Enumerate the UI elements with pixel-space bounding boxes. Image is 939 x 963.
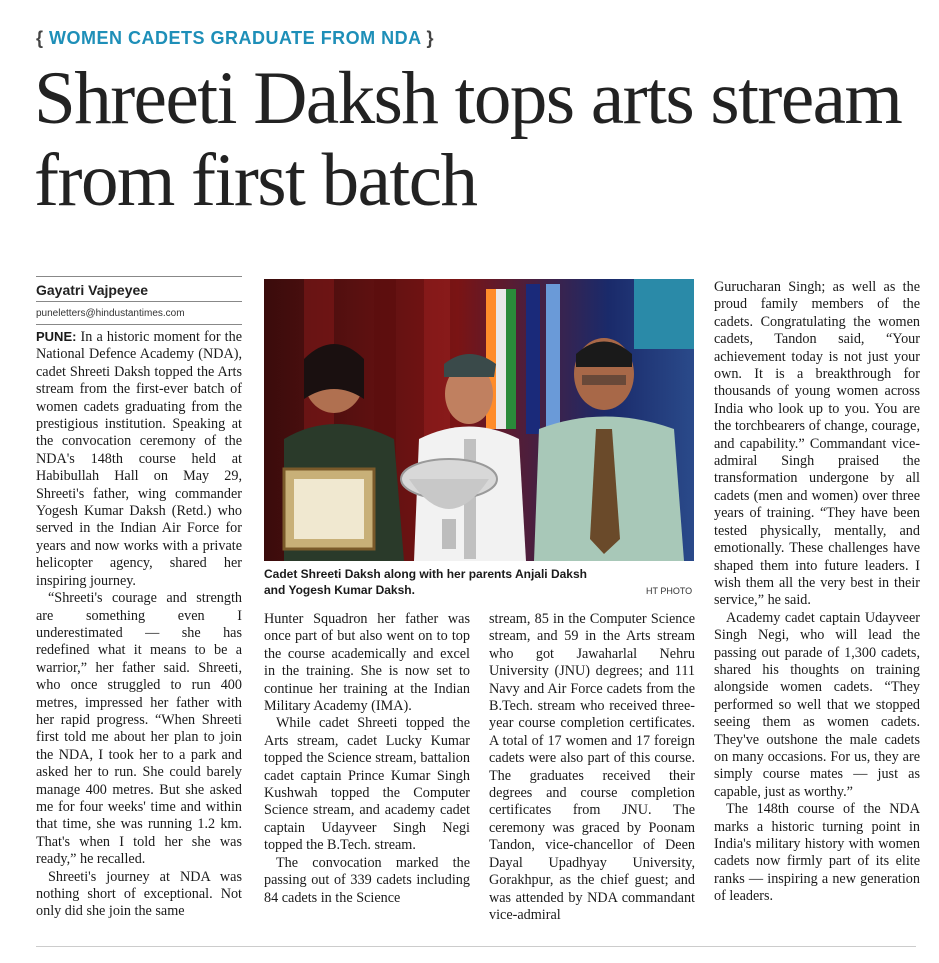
photo-illustration	[264, 279, 694, 561]
article-paragraph: “Shreeti's courage and strength are something even I underestimated — she has redefined what it means to be a warrior,” her father said. Shreeti, who once struggled to run 400 metres, impressed her father with her rapid progress. “When Shreeti first told me about her plan to join the NDA, I took her to a park and asked her to run. She could barely manage 400 metres. But she asked me for four weeks' time and within that time, she was running 1.2 km. That's when I told her she was ready,” he recalled.	[36, 590, 242, 868]
page-bottom-rule	[36, 946, 916, 947]
headline: Shreeti Daksh tops arts stream from first batch	[34, 57, 902, 222]
photo-caption: Cadet Shreeti Daksh along with her parents Anjali Daksh and Yogesh Kumar Daksh.	[264, 567, 587, 597]
article-paragraph: Shreeti's journey at NDA was nothing short of exceptional. Not only did she join the same	[36, 868, 242, 920]
byline-author: Gayatri Vajpeyee	[36, 282, 149, 298]
byline-top-rule	[36, 276, 242, 277]
article-paragraph: Gurucharan Singh; as well as the proud family members of the cadets. Congratulating the women cadets, Tandon said, “Your achievement today is not just your own. It is a breakthrough for thousands of young women across India who look up to you. You are the torchbearers of change, courage, and capability.” Commandant vice-admiral Singh praised the transformation undergone by all cadets (men and women) over three years of training. “They have been tested physically, mentally, and emotionally. These challenges have shaped them into future leaders. I wish them all the very best in their service,” he said.	[714, 279, 920, 609]
byline-email: puneletters@hindustantimes.com	[36, 308, 185, 319]
article-column-4	[714, 279, 920, 906]
article-paragraph: The 148th course of the NDA marks a historic turning point in India's military history with women cadets now firmly part of its elite ranks — inspiring a new generation of leaders.	[714, 801, 920, 905]
article-paragraph: stream, 85 in the Computer Science stream, and 59 in the Arts stream who got Jawaharlal Nehru University (JNU) degrees; and 111 Navy and Air Force cadets from the B.Tech. stream who received three-year course completion certificates. A total of 17 women and 17 foreign cadets were also part of this course. The graduates received their degrees and course completion certificates from JNU. The ceremony was graced by Poonam Tandon, vice-chancellor of Deen Dayal Upadhyay University, Gorakhpur, as the chief guest; and was attended by NDA commandant vice-admiral	[489, 611, 695, 923]
article-column-2	[264, 611, 470, 907]
kicker-close-brace: }	[426, 28, 435, 48]
article-paragraph: Academy cadet captain Udayveer Singh Negi, who will lead the passing out parade of 1,300 cadets, shared his thoughts on training alongside women cadets. “They performed so well that we stopped seeing them as women cadets. They've outshone the male cadets on many occasions. For us, they are simply course mates — just as capable, just as worthy.”	[714, 609, 920, 800]
news-photo	[264, 279, 694, 561]
article-paragraph: While cadet Shreeti topped the Arts stream, cadet Lucky Kumar topped the Science stream, battalion cadet captain Prince Kumar Singh Kushwah topped the Computer Science stream, and academy cadet captain Udayveer Singh Negi topped the B.Tech. stream.	[264, 715, 470, 854]
kicker-text: WOMEN CADETS GRADUATE FROM NDA	[49, 28, 422, 48]
byline-bottom-rule	[36, 324, 242, 325]
article-paragraph: Hunter Squadron her father was once part of but also went on to top the course academically and excel in the training. She is now set to continue her training at the Indian Military Academy (IMA).	[264, 611, 470, 715]
photo-credit: HT PHOTO	[646, 586, 693, 596]
byline-divider	[36, 301, 242, 302]
article-column-1	[36, 328, 242, 921]
section-kicker	[36, 28, 434, 49]
article-paragraph	[36, 328, 242, 590]
article-column-3	[489, 611, 695, 924]
paragraph-text: In a historic moment for the National Defence Academy (NDA), cadet Shreeti Daksh topped the Arts stream from the first-ever batch of women cadets graduating from the prestigious institution. Speaking at the convocation ceremony of the NDA's 148th course held at Habibullah Hall on May 29, Shreeti's father, wing commander Yogesh Kumar Daksh (Retd.) who served in the Indian Air Force for years and now works with a private helicopter agency, shared her inspiring journey.	[36, 329, 243, 589]
article-paragraph: The convocation marked the passing out of 339 cadets including 84 cadets in the Science	[264, 854, 470, 906]
dateline: PUNE:	[36, 329, 77, 344]
kicker-open-brace: {	[36, 28, 44, 48]
